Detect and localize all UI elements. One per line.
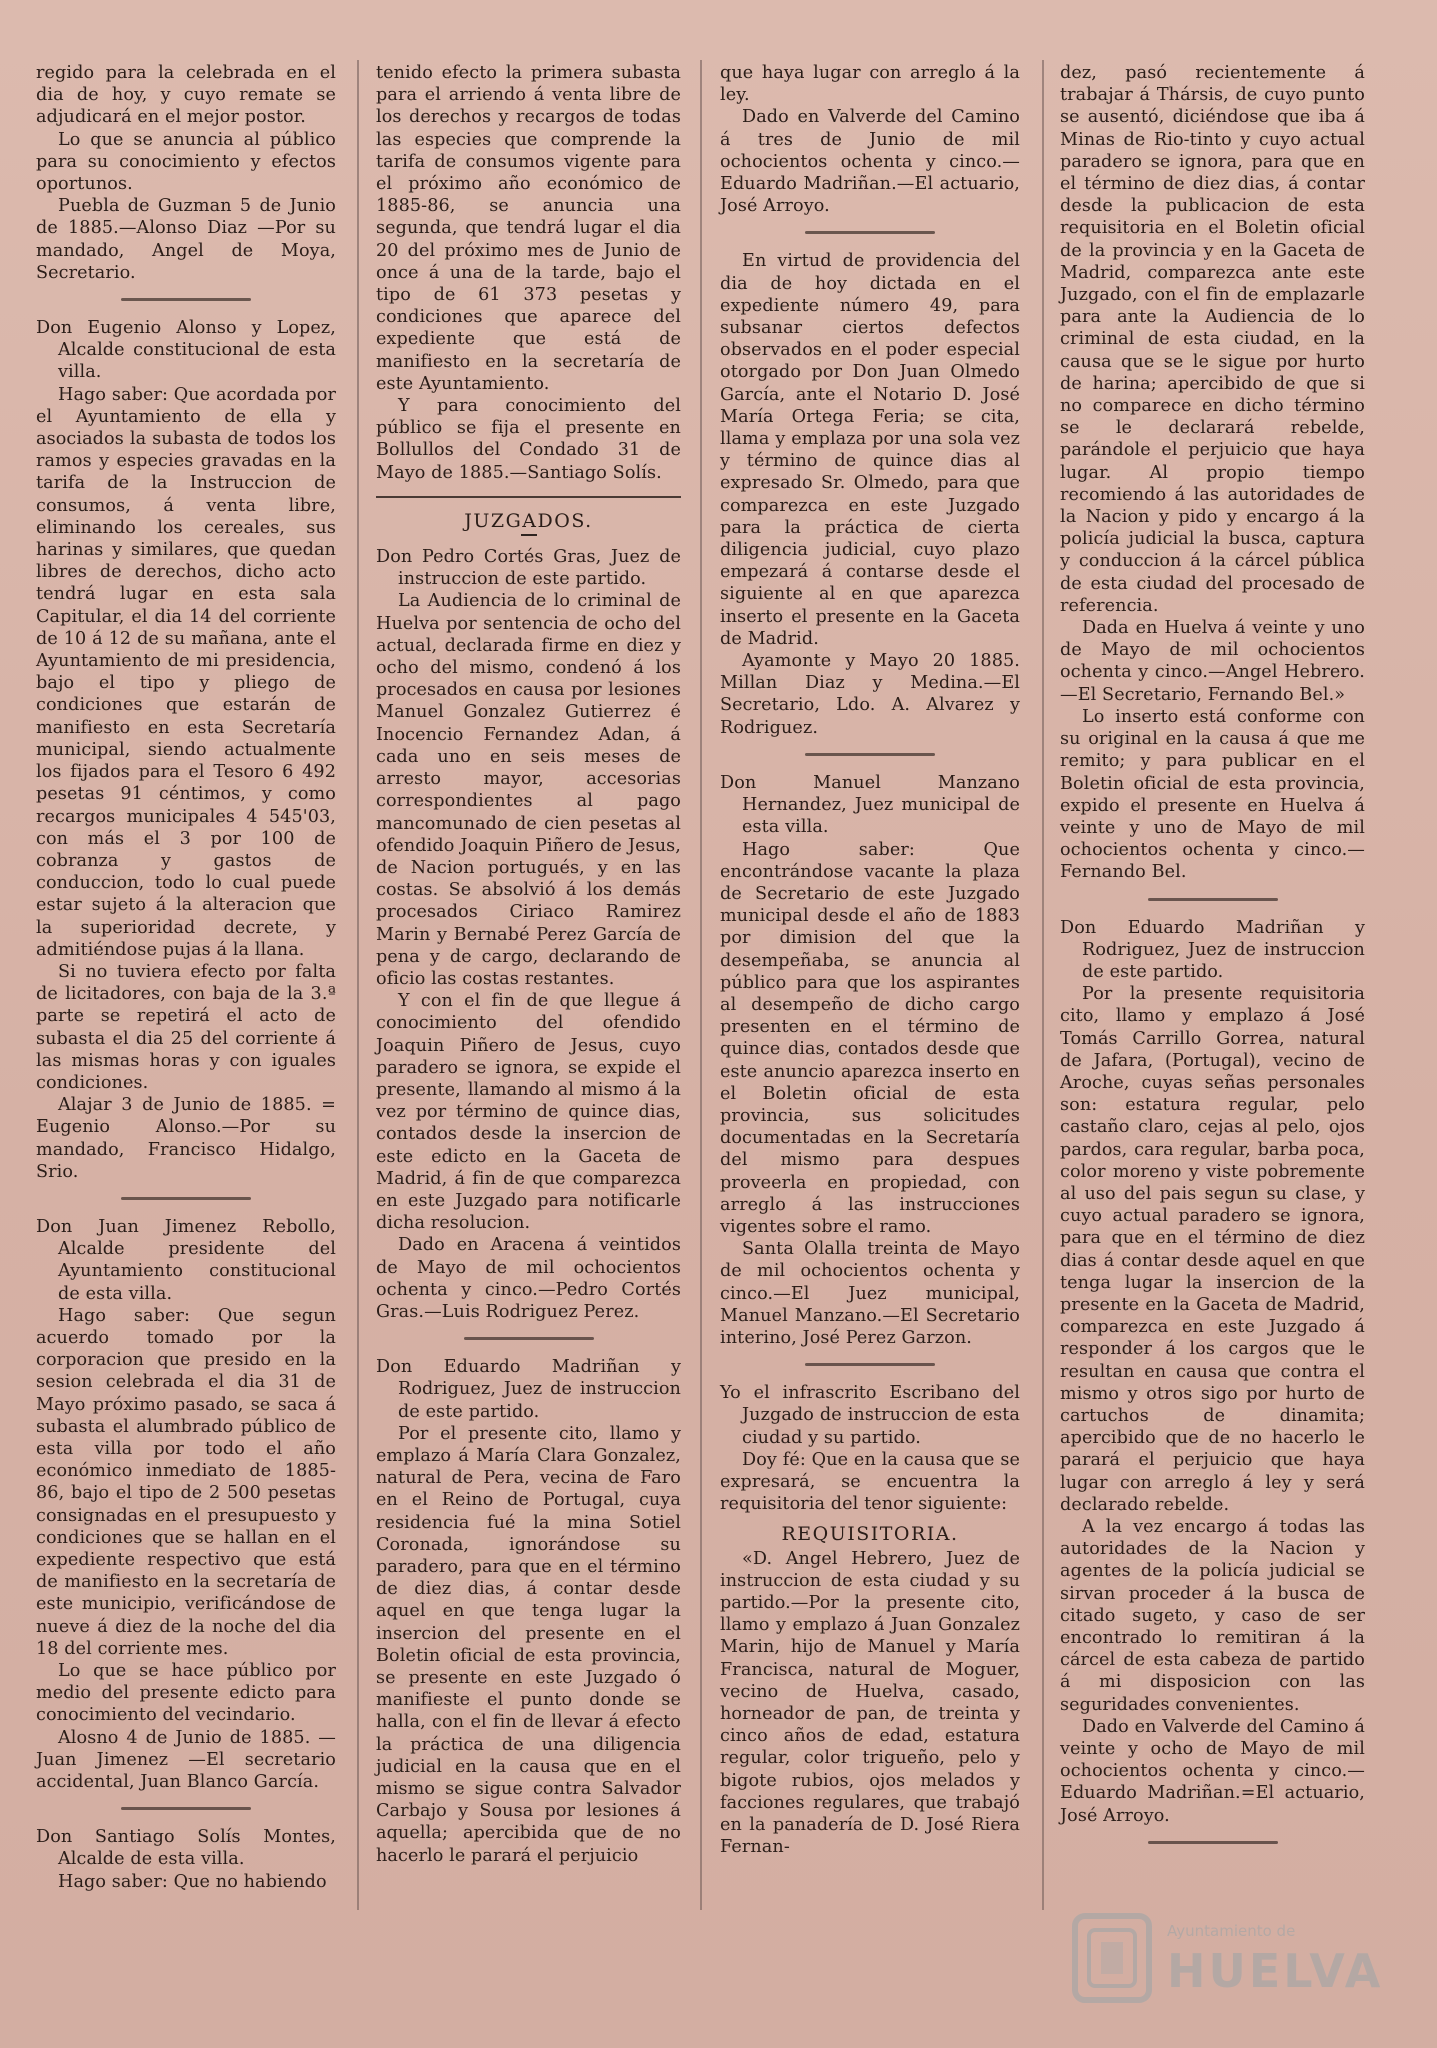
paragraph: Hago saber: Que encontrándose vacante la plaza de Secretario de este Juzgado municipal desde el año de 1883 por dimision del que la desempeñaba, se anuncia al público para que los aspirantes al desempeño de dicho cargo presenten en el término de quince dias, contados desde que este anuncio aparezca inserto en el Boletin oficial de esta provincia, sus solicitudes documentadas en la Secretaría del mismo para despues proveerla en propiedad, con arreglo á las instrucciones vigentes sobre el ramo. xyxy=(720,839,1020,1237)
signature-line: Dado en Valverde del Camino á veinte y ocho de Mayo de mil ochocientos ochenta y cinco.—Eduardo Madriñan.=El actuario, José Arroyo. xyxy=(1060,1716,1365,1826)
paragraph: Hago saber: Que acordada por el Ayuntamiento de ella y asociados la subasta de todos los ramos y especies gravadas en la tarifa de la Instruccion de consumos, á venta libre, eliminando los cereales, sus harinas y similares, que quedan libres de derechos, dicho acto tendrá lugar en esta sala Capitular, el dia 14 del corriente de 10 á 12 de su mañana, ante el Ayuntamiento de mi presidencia, bajo el tipo y pliego de condiciones que estarán de manifiesto en esta Secretaría municipal, siendo actualmente los fijados para el Tesoro 6 492 pesetas 91 céntimos, y como recargos municipales 4 545'03, con más el 3 por 100 de cobranza y gastos de conduccion, todo lo cual puede estar sujeto á la alteracion que la superioridad decrete, y admitiéndose pujas á la llana. xyxy=(36,384,336,960)
paragraph: Por el presente cito, llamo y emplazo á María Clara Gonzalez, natural de Pera, vecina de Faro en el Reino de Portugal, cuya residencia fué la mina Sotiel Coronada, ignorándose su paradero, para que en el término de diez dias, á contar desde aquel en que tenga lugar la insercion del presente en el Boletin oficial de esta provincia, se presente en este Juzgado ó manifieste el punto donde se halla, con el fin de llevar á efecto la práctica de una diligencia judicial en la causa que en el mismo se sigue contra Salvador Carbajo y Sousa por lesiones á aquella; apercibida que de no hacerlo le parará el perjuicio xyxy=(376,1423,681,1866)
paragraph: «D. Angel Hebrero, Juez de instruccion de esta ciudad y su partido.—Por la presente cito, llamo y emplazo á Juan Gonzalez Marin, hijo de Manuel y María Francisca, natural de Moguer, vecino de Huelva, casado, horneador de pan, de treinta y cinco años de edad, estatura regular, color trigueño, pelo y bigote rubios, ojos melados y facciones regulares, que trabajó en la panadería de D. José Riera Fernan- xyxy=(720,1548,1020,1858)
signature-line: Ayamonte y Mayo 20 1885. Millan Diaz y Medina.—El Secretario, Ldo. A. Alvarez y Rodriguez. xyxy=(720,651,1020,738)
separator xyxy=(1148,1841,1278,1844)
signature-line: Santa Olalla treinta de Mayo de mil ochocientos ochenta y cinco.—El Juez municipal, Manuel Manzano.—El Secretario interino, José Perez Garzon. xyxy=(720,1239,1020,1348)
notice-heading: Don Pedro Cortés Gras, Juez de instruccion de este partido. xyxy=(376,547,681,590)
paragraph: A la vez encargo á todas las autoridades de la Nacion y agentes de la policía judicial se sirvan proceder á la busca de citado sugeto, y caso de ser encontrado lo remitiran á la cárcel de esta cabeza de partido á mi disposicion con las seguridades convenientes. xyxy=(1060,1517,1365,1715)
column-4 xyxy=(1060,62,1365,1860)
signature-line: Dada en Huelva á veinte y uno de Mayo de mil ochocientos ochenta y cinco.—Angel Hebrero.—El Secretario, Fernando Bel.» xyxy=(1060,618,1365,705)
crest-icon xyxy=(1067,1908,1157,2008)
paragraph: tenido efecto la primera subasta para el arriendo á venta libre de los derechos y recargos de todas las especies que comprende la tarifa de consumos vigente para el próximo año económico de 1885-86, se anuncia una segunda, que tendrá lugar el dia 20 del próximo mes de Junio de once á una de la tarde, bajo el tipo de 61 373 pesetas y condiciones que aparece del expediente que está de manifiesto en la secretaría de este Ayuntamiento. xyxy=(376,63,681,394)
paragraph: Hago saber: Que segun acuerdo tomado por la corporacion que presido en la sesion celebrada el dia 31 de Mayo próximo pasado, se saca á subasta el alumbrado público de esta villa por todo el año económico inmediato de 1885-86, bajo el tipo de 2 500 pesetas consignadas en el presupuesto y condiciones que se hallan en el expediente respectivo que está de manifiesto en la secretaría de este municipio, verificándose de nueve á diez de la noche del dia 18 del corriente mes. xyxy=(36,1305,336,1659)
separator xyxy=(805,753,935,756)
paragraph: regido para la celebrada en el dia de hoy, y cuyo remate se adjudicará en el mejor postor. xyxy=(36,63,336,128)
column-2 xyxy=(376,62,681,1867)
column-3 xyxy=(720,62,1020,1858)
notice-heading: Don Eduardo Madriñan y Rodriguez, Juez de instruccion de este partido. xyxy=(376,1357,681,1422)
paragraph: Lo inserto está conforme con su original en la causa á que me remito; y para publicar en el Boletin oficial de esta provincia, expido el presente en Huelva á veinte y uno de Mayo de mil ochocientos ochenta y cinco.—Fernando Bel. xyxy=(1060,706,1365,883)
signature-line: Alajar 3 de Junio de 1885. = Eugenio Alonso.—Por su mandado, Francisco Hidalgo, Srio. xyxy=(36,1095,336,1182)
paragraph: Lo que se anuncia al público para su conocimiento y efectos oportunos. xyxy=(36,129,336,195)
watermark-line1: Ayuntamiento de xyxy=(1167,1922,1296,1940)
paragraph: que haya lugar con arreglo á la ley. xyxy=(720,63,1020,106)
section-rule xyxy=(376,496,681,498)
separator xyxy=(805,1363,935,1366)
huelva-watermark-logo xyxy=(1067,1908,1384,2018)
paragraph: Y con el fin de que llegue á conocimiento del ofendido Joaquin Piñero de Jesus, cuyo paradero se ignora, se expide el presente, llamando al mismo á la vez por término de quince dias, contados desde la insercion de este edicto en la Gaceta de Madrid, á fin de que comparezca en este Juzgado para notificarle dicha resolucion. xyxy=(376,991,681,1234)
paragraph: En virtud de providencia del dia de hoy dictada en el expediente número 49, para subsanar ciertos defectos observados en el poder especial otorgado por Don Juan Olmedo García, ante el Notario D. José María Ortega Feria; se cita, llama y emplaza por una sola vez y término de quince dias al expresado Sr. Olmedo, para que comparezca en este Juzgado para la práctica de cierta diligencia judicial, cuyo plazo empezará á contarse desde el siguiente al en que aparezca inserto el presente en la Gaceta de Madrid. xyxy=(720,251,1020,649)
signature-line: Alosno 4 de Junio de 1885. — Juan Jimenez —El secretario accidental, Juan Blanco García. xyxy=(36,1727,336,1793)
paragraph: Hago saber: Que no habiendo xyxy=(58,1871,327,1892)
notice-heading: Don Eduardo Madriñan y Rodriguez, Juez de instruccion de este partido. xyxy=(1060,917,1365,982)
separator xyxy=(805,231,935,234)
paragraph: Si no tuviera efecto por falta de licitadores, con baja de la 3.ª parte se repetirá el acto de subasta el dia 25 del corriente á las mismas horas y con iguales condiciones. xyxy=(36,961,336,1093)
separator xyxy=(121,298,251,301)
signature-line: Dado en Aracena á veintidos de Mayo de mil ochocientos ochenta y cinco.—Pedro Cortés Gras.—Luis Rodriguez Perez. xyxy=(376,1235,681,1322)
notice-heading: Yo el infrascrito Escribano del Juzgado de instruccion de esta ciudad y su partido. xyxy=(720,1383,1020,1448)
paragraph: La Audiencia de lo criminal de Huelva por sentencia de ocho del actual, declarada firme en diez y ocho del mismo, condenó á los procesados en causa por lesiones Manuel Gonzalez Gutierrez é Inocencio Fernandez Adan, á cada uno en seis meses de arresto mayor, accesorias correspondientes al pago mancomunado de cien pesetas al ofendido Joaquin Piñero de Jesus, de Nacion portugués, y en las costas. Se absolvió á los demás procesados Ciriaco Ramirez Marin y Bernabé Perez García de pena y de cargo, declarando de oficio las costas restantes. xyxy=(376,591,681,989)
notice-heading: Don Juan Jimenez Rebollo, Alcalde presidente del Ayuntamiento constitucional de esta villa. xyxy=(36,1216,336,1304)
column-divider xyxy=(700,60,702,1910)
paragraph: Doy fé: Que en la causa que se expresará, se encuentra la requisitoria del tenor siguiente: xyxy=(720,1449,1020,1515)
notice-heading: Don Santiago Solís Montes, Alcalde de esta villa. xyxy=(36,1827,336,1870)
notice-heading: Don Eugenio Alonso y Lopez, Alcalde constitucional de esta villa. xyxy=(36,318,336,383)
column-divider xyxy=(357,60,359,1910)
column-1 xyxy=(36,62,336,1893)
separator xyxy=(121,1807,251,1810)
column-divider xyxy=(1042,60,1044,1910)
signature-line: Puebla de Guzman 5 de Junio de 1885.—Alonso Diaz —Por su mandado, Angel de Moya, Secretario. xyxy=(36,196,336,283)
title-dash xyxy=(521,534,537,536)
paragraph: Por la presente requisitoria cito, llamo y emplazo á José Tomás Carrillo Gorrea, natural de Jafara, (Portugal), vecino de Aroche, cuyas señas personales son: estatura regular, pelo castaño claro, cejas al pelo, ojos pardos, cara regular, barba poca, color moreno y viste pobremente al uso del pais segun su clase, y cuyo actual paradero se ignora, para que en el término de diez dias á contar desde aquel en que tenga lugar la insercion de la presente en la Gaceta de Madrid, comparezca en este Juzgado á responder á los cargos que le resultan en causa que contra el mismo y otros sigo por hurto de cartuchos de dinamita; apercibido que de no hacerlo le parará el perjuicio que haya lugar con arreglo á ley y será declarado rebelde. xyxy=(1060,984,1365,1515)
paragraph: Lo que se hace público por medio del presente edicto para conocimiento del vecindario. xyxy=(36,1661,336,1726)
paragraph: dez, pasó recientemente á trabajar á Thársis, de cuyo punto se ausentó, diciéndose que iba á Minas de Rio-tinto y cuyo actual paradero se ignora, para que en el término de diez dias, á contar desde la publicacion de esta requisitoria en el Boletin oficial de la provincia y en la Gaceta de Madrid, comparezca ante este Juzgado, con el fin de emplazarle para ante la Audiencia de lo criminal de esta ciudad, en la causa que se le sigue por hurto de harina; apercibido de que si no comparece en dicho término se le declarará rebelde, parándole el perjuicio que haya lugar. Al propio tiempo recomiendo á las autoridades de la Nacion y pido y encargo á la policía judicial la busca, captura y conduccion á la cárcel pública de esta ciudad del procesado de referencia. xyxy=(1060,63,1365,616)
separator xyxy=(1148,898,1278,901)
notice-heading: Don Manuel Manzano Hernandez, Juez municipal de esta villa. xyxy=(720,772,1020,838)
section-title: JUZGADOS. xyxy=(464,509,593,532)
signature-line: Y para conocimiento del público se fija el presente en Bollullos del Condado 31 de Mayo de 1885.—Santiago Solís. xyxy=(376,396,681,483)
separator xyxy=(121,1197,251,1200)
watermark-line2: HUELVA xyxy=(1167,1944,1384,1998)
separator xyxy=(464,1337,594,1340)
signature-line: Dado en Valverde del Camino á tres de Junio de mil ochocientos ochenta y cinco.—Eduardo Madriñan.—El actuario, José Arroyo. xyxy=(720,107,1020,217)
section-title: REQUISITORIA. xyxy=(781,1523,959,1546)
